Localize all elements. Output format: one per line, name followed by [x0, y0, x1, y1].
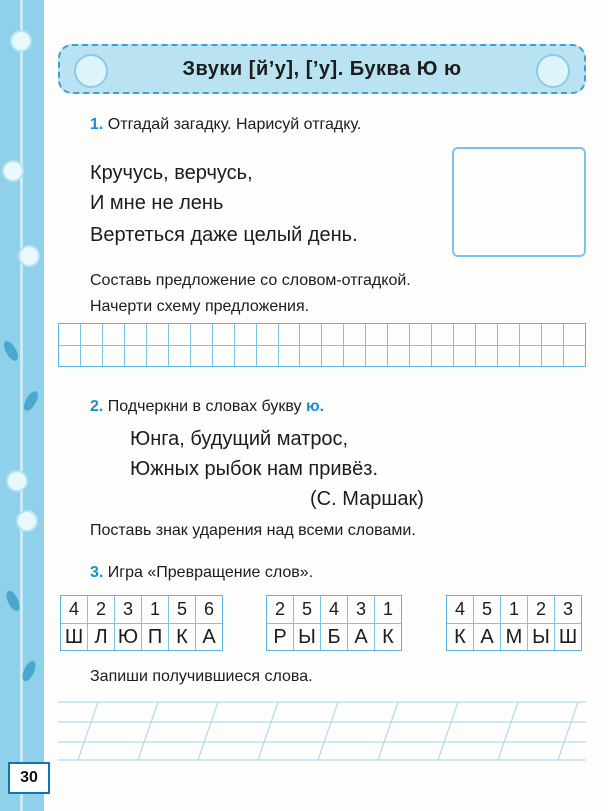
- letter-cell: К: [382, 626, 394, 648]
- letter-cell: А: [480, 626, 494, 648]
- order-number: 6: [196, 596, 222, 624]
- letter-cell: А: [202, 626, 216, 648]
- letter-column: [501, 596, 528, 650]
- letter-column: [528, 596, 555, 650]
- decorative-sidebar: [0, 0, 44, 811]
- letter-column: [348, 596, 375, 650]
- order-number: 3: [348, 596, 374, 624]
- task2-heading: [90, 398, 324, 416]
- letter-column: [474, 596, 501, 650]
- letter-column: [294, 596, 321, 650]
- task-instruction: Подчеркни в словах букву: [107, 398, 302, 415]
- drawing-box[interactable]: [452, 147, 586, 257]
- task-instruction: Поставь знак ударения над всеми словами.: [90, 522, 416, 539]
- page-number: 30: [8, 762, 50, 794]
- letter-cell: Ш: [558, 626, 578, 648]
- order-number: 1: [375, 596, 401, 624]
- word-puzzle-3: [446, 595, 582, 651]
- highlight-letter: ю.: [305, 398, 325, 415]
- letter-column: [196, 596, 222, 650]
- letter-cell: Л: [94, 626, 108, 648]
- task-instruction: Игра «Превращение слов».: [107, 564, 314, 581]
- stem-decoration: [20, 0, 23, 811]
- task-instruction: Составь предложение со словом-отгадкой.: [90, 272, 411, 289]
- page-title: Звуки [й’у], [’у]. Буква Ю ю: [182, 58, 462, 80]
- poem-line: Южных рыбок нам привёз.: [130, 458, 379, 480]
- letter-cell: П: [147, 626, 163, 648]
- writing-grid[interactable]: [58, 323, 586, 367]
- letter-cell: Ы: [532, 626, 550, 648]
- order-number: 1: [142, 596, 168, 624]
- letter-column: [61, 596, 88, 650]
- letter-cell: Р: [273, 626, 287, 648]
- flower-icon: [10, 30, 32, 52]
- flower-icon: [6, 470, 28, 492]
- letter-cell: М: [505, 626, 523, 648]
- letter-column: [321, 596, 348, 650]
- task3-heading: [90, 564, 313, 582]
- leaf-icon: [21, 389, 41, 413]
- poem-line: Вертеться даже целый день.: [90, 224, 358, 246]
- task-number: 1.: [90, 116, 104, 133]
- task-instruction: Отгадай загадку. Нарисуй отгадку.: [107, 116, 362, 133]
- letter-cell: Б: [327, 626, 341, 648]
- poem-line: Кручусь, верчусь,: [90, 162, 253, 184]
- order-number: 2: [267, 596, 293, 624]
- leaf-icon: [1, 339, 21, 363]
- flower-icon: [2, 160, 24, 182]
- task-number: 2.: [90, 398, 104, 415]
- task-instruction: Запиши получившиеся слова.: [90, 668, 313, 685]
- order-number: 1: [501, 596, 527, 624]
- letter-column: [375, 596, 401, 650]
- letter-column: [115, 596, 142, 650]
- letter-column: [447, 596, 474, 650]
- letter-column: [169, 596, 196, 650]
- flower-icon: [16, 510, 38, 532]
- letter-column: [267, 596, 294, 650]
- order-number: 3: [115, 596, 141, 624]
- order-number: 3: [555, 596, 581, 624]
- letter-cell: К: [454, 626, 466, 648]
- letter-column: [88, 596, 115, 650]
- poem-line: И мне не лень: [90, 192, 224, 214]
- word-puzzle-1: [60, 595, 223, 651]
- letter-cell: Ю: [117, 626, 139, 648]
- order-number: 4: [61, 596, 87, 624]
- order-number: 4: [447, 596, 473, 624]
- writing-lines[interactable]: [58, 692, 586, 762]
- word-puzzle-2: [266, 595, 402, 651]
- order-number: 2: [88, 596, 114, 624]
- task-instruction: Начерти схему предложения.: [90, 298, 310, 315]
- letter-column: [555, 596, 581, 650]
- order-number: 4: [321, 596, 347, 624]
- letter-cell: Ш: [64, 626, 84, 648]
- title-banner: [58, 44, 586, 94]
- letter-cell: К: [176, 626, 188, 648]
- order-number: 5: [474, 596, 500, 624]
- order-number: 2: [528, 596, 554, 624]
- flower-icon: [18, 245, 40, 267]
- letter-column: [142, 596, 169, 650]
- letter-cell: А: [354, 626, 368, 648]
- poem-author: (С. Маршак): [310, 488, 424, 510]
- task1-heading: [90, 116, 361, 134]
- letter-cell: Ы: [298, 626, 316, 648]
- order-number: 5: [294, 596, 320, 624]
- task-number: 3.: [90, 564, 104, 581]
- poem-line: Юнга, будущий матрос,: [130, 428, 349, 450]
- order-number: 5: [169, 596, 195, 624]
